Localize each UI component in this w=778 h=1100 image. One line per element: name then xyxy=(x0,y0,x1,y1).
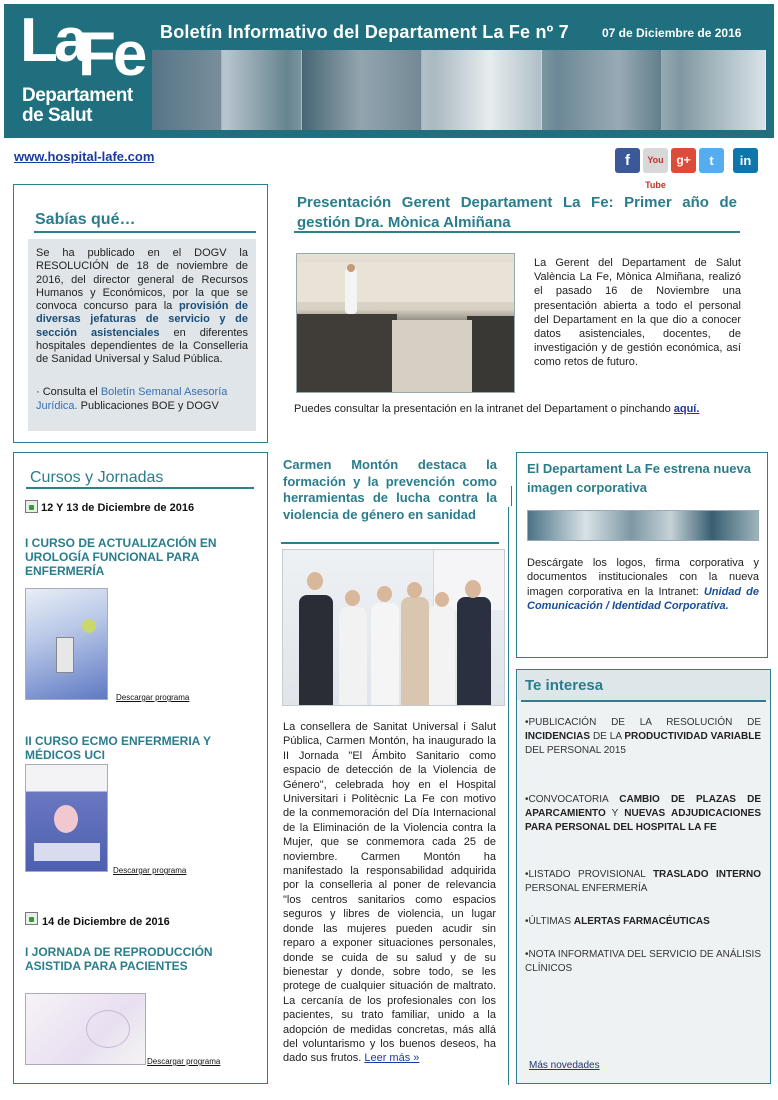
te-interesa-box xyxy=(516,669,771,1084)
sabias-rule xyxy=(34,231,256,233)
linkedin-icon[interactable]: in xyxy=(733,148,758,173)
news-item-aparcamiento[interactable]: •CONVOCATORIA CAMBIO DE PLAZAS DE APARCAMIENTO Y NUEVAS ADJUDICACIONES PARA PERSONAL DEL HOSPITAL LA FE xyxy=(525,794,761,833)
te-interesa-header xyxy=(517,670,770,700)
boletin-asesoria-link[interactable]: Boletín Semanal Asesoría Jurídica. xyxy=(36,386,228,412)
column-divider xyxy=(508,507,509,1085)
course-1-poster[interactable] xyxy=(25,588,108,700)
course-date-1: 12 Y 13 de Diciembre de 2016 xyxy=(41,502,195,514)
news-item-traslado[interactable]: •LISTADO PROVISIONAL TRASLADO INTERNO PERSONAL ENFERMERÍA xyxy=(525,869,761,894)
facebook-icon[interactable]: f xyxy=(615,148,640,173)
te-interesa-rule xyxy=(521,700,766,702)
sabias-consult: · Consulta el Boletín Semanal Asesoría Jurídica. Publicaciones BOE y DOGV xyxy=(36,386,228,412)
leer-mas-link[interactable]: Leer más » xyxy=(364,1052,420,1065)
bulletin-date: 07 de Diciembre de 2016 xyxy=(602,26,742,40)
la-fe-logo xyxy=(14,6,149,132)
course-date-2: 14 de Diciembre de 2016 xyxy=(42,916,170,928)
course-title-1[interactable]: I CURSO DE ACTUALIZACIÓN EN UROLOGÍA FUNCIONAL PARA ENFERMERÍA xyxy=(25,536,217,578)
download-program-link-3[interactable]: Descargar programa xyxy=(147,1057,221,1066)
sabias-panel xyxy=(28,239,256,431)
header-banner xyxy=(4,4,774,138)
presentacion-text: La Gerent del Departament de Salut València La Fe, Mònica Almiñana, realizó el pasado 16 de Noviembre una presentación abierta a todo el personal del Departament en la que dio a conocer datos asistenciales, docentes, de investigación y de gestión económica, así como retos de futuro. xyxy=(534,257,741,369)
mas-novedades-link[interactable]: Más novedades xyxy=(529,1060,600,1071)
calendar-icon xyxy=(25,500,38,513)
aqui-link[interactable]: aquí. xyxy=(673,403,700,415)
course-title-2[interactable]: II CURSO ECMO ENFERMERIA Y MÉDICOS UCI xyxy=(25,734,211,762)
header-photo-collage xyxy=(152,50,766,130)
bulletin-title: Boletín Informativo del Departament La Fe nº 7 xyxy=(160,22,569,42)
cursos-title: Cursos y Jornadas xyxy=(30,469,164,486)
course-2-poster[interactable] xyxy=(25,764,108,872)
download-program-link-1[interactable]: Descargar programa xyxy=(116,693,190,702)
logo-fe: Fe xyxy=(78,20,145,89)
download-program-link-2[interactable]: Descargar programa xyxy=(113,866,187,875)
news-item-analisis[interactable]: •NOTA INFORMATIVA DEL SERVICIO DE ANÁLISIS CLÍNICOS xyxy=(525,949,761,974)
logo-subtitle: Departament de Salut xyxy=(22,85,133,126)
website-link[interactable]: www.hospital-lafe.com xyxy=(14,149,155,164)
sabias-que-box xyxy=(13,184,268,443)
imagen-corporativa-box xyxy=(516,452,768,658)
carmen-rule xyxy=(281,542,499,544)
carmen-monton-text: La consellera de Sanitat Universal i Salut Pública, Carmen Montón, ha inaugurado la II Jornada "El Ámbito Sanitario como espacio de detección de la Violencia de Género", celebrada hoy en el Hospital Universitari i Politècnic La Fe con motivo de la conmemoración del Día Internacional de la Eliminación de la Violencia contra la Mujer, que se conmemora cada 25 de noviembre. Carmen Montón ha manifestado la responsabilidad adquirida por la conselleria al poner de relevancia "los centros sanitarios como espacios seguros y libres de violencia, un lugar donde las mujeres pueden acudir sin reparo a exponer situaciones personales, donde se cuida de su salud y de su bienestar y donde, sobre todo, se les protege de cualquier situación de maltrato. La cercanía de los profesionales con los pacientes, su trato familiar, unido a la adopción de medidas concretas, más allá del voluntarismo y los buenos deseos, ha dado sus frutos. Leer más » xyxy=(283,721,496,1065)
youtube-icon[interactable]: You Tube xyxy=(643,148,668,173)
news-item-incidencias[interactable]: •PUBLICACIÓN DE LA RESOLUCIÓN DE INCIDENCIAS DE LA PRODUCTIVIDAD VARIABLE DEL PERSONAL 2015 xyxy=(525,717,762,756)
presentacion-rule xyxy=(294,231,740,233)
sabias-title: Sabías qué… xyxy=(35,211,136,228)
identidad-corporativa-link[interactable]: Unidad de Comunicación / Identidad Corporativa. xyxy=(527,585,759,613)
presentacion-footer: Puedes consultar la presentación en la intranet del Departament o pinchando aquí. xyxy=(294,403,700,415)
google-plus-icon[interactable]: g+ xyxy=(671,148,696,173)
imagen-corporativa-title: El Departament La Fe estrena nueva imagen corporativa xyxy=(527,461,751,495)
carmen-monton-title: Carmen Montón destaca la formación y la prevención como herramientas de lucha contra la violencia de género en sanidad xyxy=(283,457,497,522)
logo-la: La xyxy=(20,6,85,75)
calendar-icon xyxy=(25,912,38,925)
imagen-corporativa-text: Descárgate los logos, firma corporativa y documentos institucionales con la nueva imagen corporativa en la Intranet: Unidad de Comunicación / Identidad Corporativa. xyxy=(527,557,759,613)
news-item-alertas[interactable]: •ÚLTIMAS ALERTAS FARMACÉUTICAS xyxy=(525,916,710,927)
te-interesa-title: Te interesa xyxy=(525,677,604,694)
event-group-photo xyxy=(282,549,505,706)
column-divider xyxy=(511,486,512,506)
cursos-box xyxy=(13,452,268,1084)
cursos-rule xyxy=(26,487,254,489)
presentation-photo xyxy=(296,253,515,393)
presentacion-title: Presentación Gerent Departament La Fe: Primer año de gestión Dra. Mònica Almiñana xyxy=(297,194,737,231)
sabias-text: Se ha publicado en el DOGV la RESOLUCIÓN de 18 de noviembre de 2016, del director general de Recursos Humanos y Económicos, por la que se convoca concurso para la provisión de diversas jefaturas de servicio y de sección asistenciales en diferentes hospitales dependientes de la Conselleria de Sanidad Universal y Salud Pública. xyxy=(36,247,249,366)
corporate-photo-strip xyxy=(527,510,759,541)
twitter-icon[interactable]: t xyxy=(699,148,724,173)
course-3-poster[interactable] xyxy=(25,993,146,1065)
course-title-3[interactable]: I JORNADA DE REPRODUCCIÓN ASISTIDA PARA PACIENTES xyxy=(25,945,213,973)
